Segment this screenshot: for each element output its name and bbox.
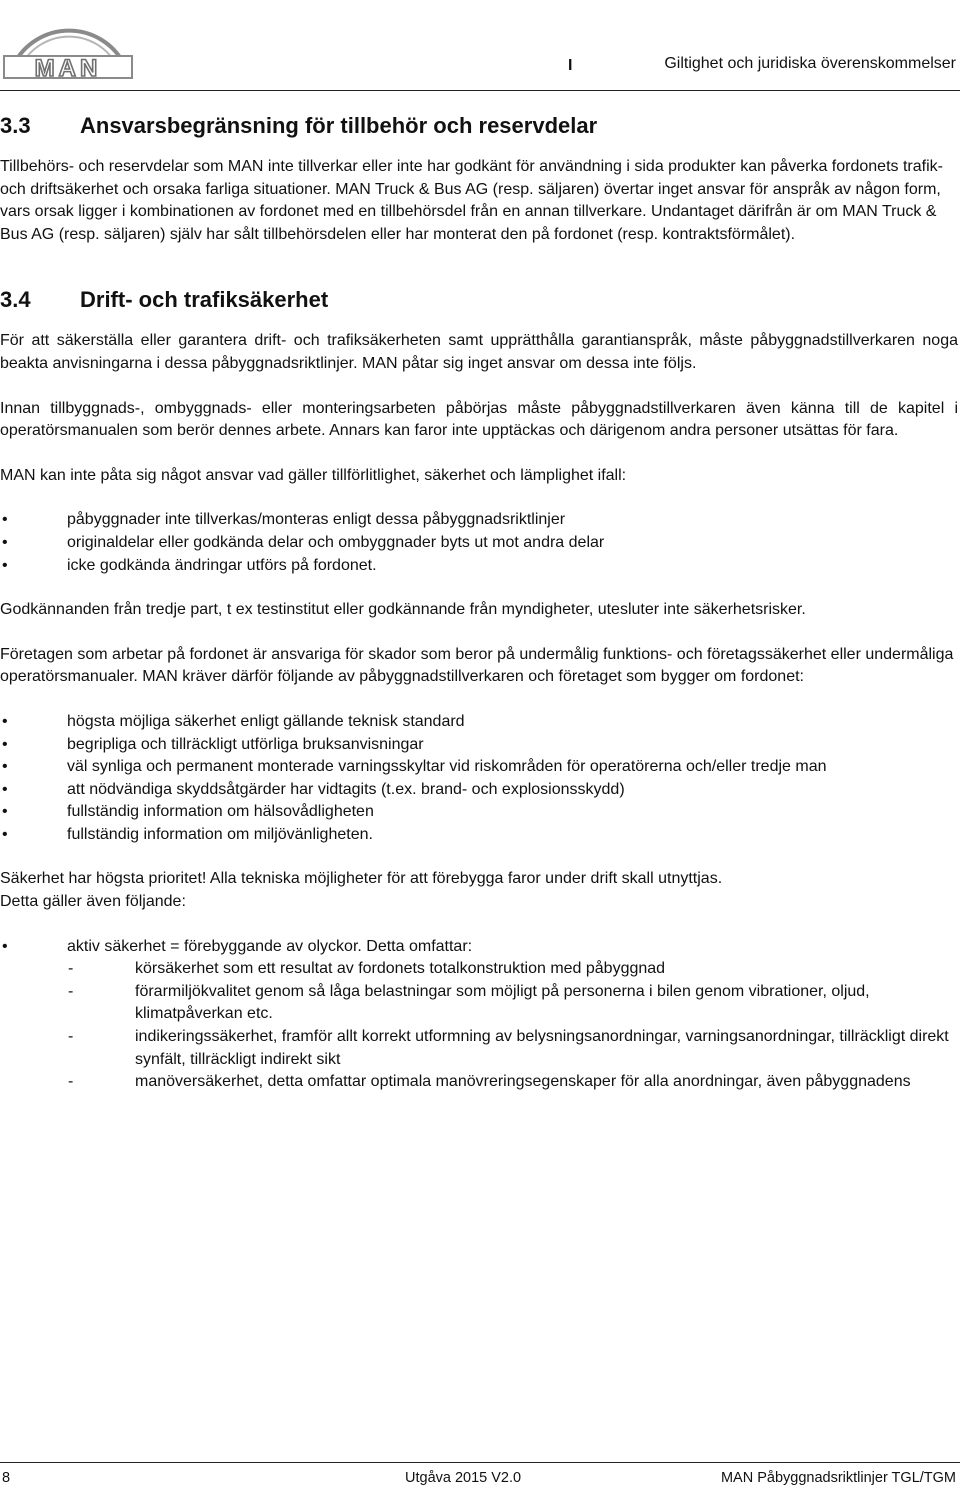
paragraph-safety-intro: För att säkerställa eller garantera drift- och trafiksäkerheten samt upprätthålla garantianspråk, måste påbyggnadstillverkaren noga beakta anvisningarna i dessa påbyggnadsriktlinjer. MAN påtar sig inget ansvar om dessa inte följs. bbox=[0, 332, 958, 372]
list-active-safety bbox=[0, 936, 958, 959]
safety-priority-line: Säkerhet har högsta prioritet! Alla tekniska möjligheter för att förebygga faror under drift skall utnyttjas. bbox=[0, 870, 723, 888]
header-section-title: Giltighet och juridiska överenskommelser bbox=[664, 55, 956, 72]
bullet-marker: • bbox=[2, 937, 8, 955]
list-item bbox=[0, 532, 958, 555]
dash-marker: - bbox=[68, 982, 74, 1000]
footer-divider bbox=[0, 1462, 960, 1463]
paragraph-no-liability: MAN kan inte påta sig något ansvar vad gäller tillförlitlighet, säkerhet och lämplighet ifall: bbox=[0, 466, 627, 484]
list-requirements bbox=[0, 711, 958, 847]
sub-list-item-text: manöversäkerhet, detta omfattar optimala manövreringsegenskaper för alla anordningar, även påbyggnadens bbox=[135, 1073, 911, 1091]
page-number: 8 bbox=[2, 1470, 11, 1486]
bullet-marker: • bbox=[2, 533, 8, 551]
bullet-marker: • bbox=[2, 511, 8, 529]
sub-list-item bbox=[0, 1026, 958, 1071]
list-item bbox=[0, 936, 958, 959]
sublist-active-safety bbox=[0, 958, 958, 1094]
sub-list-item-text: indikeringssäkerhet, framför allt korrekt utformning av belysningsanordningar, varningsanordningar, tillräckligt direkt synfält, tillräckligt indirekt sikt bbox=[135, 1028, 949, 1068]
section-heading-3-4 bbox=[0, 286, 958, 314]
list-item bbox=[0, 734, 958, 757]
section-title: Ansvarsbegränsning för tillbehör och reservdelar bbox=[80, 113, 598, 138]
list-item bbox=[0, 779, 958, 802]
list-item bbox=[0, 824, 958, 847]
bullet-marker: • bbox=[2, 735, 8, 753]
list-item-text: fullständig information om hälsovådligheten bbox=[67, 803, 374, 821]
section-heading-3-3 bbox=[0, 112, 958, 140]
man-logo-icon bbox=[0, 2, 136, 82]
list-item bbox=[0, 801, 958, 824]
dash-marker: - bbox=[68, 960, 74, 978]
list-item-text: högsta möjliga säkerhet enligt gällande teknisk standard bbox=[67, 712, 465, 730]
bullet-marker: • bbox=[2, 825, 8, 843]
safety-applies-line: Detta gäller även följande: bbox=[0, 893, 186, 911]
paragraph-third-party-approvals: Godkännanden från tredje part, t ex testinstitut eller godkännande från myndigheter, utesluter inte säkerhetsrisker. bbox=[0, 601, 806, 619]
list-item bbox=[0, 756, 958, 779]
bullet-marker: • bbox=[2, 712, 8, 730]
page-header bbox=[0, 0, 960, 92]
sub-list-item bbox=[0, 1071, 958, 1094]
list-item-text: att nödvändiga skyddsåtgärder har vidtagits (t.ex. brand- och explosionsskydd) bbox=[67, 780, 625, 798]
edition-label: Utgåva 2015 V2.0 bbox=[405, 1470, 522, 1486]
list-item-text: väl synliga och permanent monterade varningsskyltar vid riskområden för operatörerna och/eller tredje man bbox=[67, 758, 827, 776]
header-divider bbox=[0, 90, 960, 91]
section-number: 3.4 bbox=[0, 287, 31, 313]
list-item bbox=[0, 509, 958, 532]
bullet-marker: • bbox=[2, 556, 8, 574]
list-item-text: påbyggnader inte tillverkas/monteras enligt dessa påbyggnadsriktlinjer bbox=[67, 511, 566, 529]
list-item-text: begripliga och tillräckligt utförliga bruksanvisningar bbox=[67, 735, 424, 753]
list-item-text: fullständig information om miljövänligheten. bbox=[67, 825, 373, 843]
bullet-marker: • bbox=[2, 803, 8, 821]
sub-list-item-text: körsäkerhet som ett resultat av fordonets totalkonstruktion med påbyggnad bbox=[135, 960, 666, 978]
dash-marker: - bbox=[68, 1028, 74, 1046]
list-item-text: icke godkända ändringar utförs på fordonet. bbox=[67, 556, 377, 574]
section-title: Drift- och trafiksäkerhet bbox=[80, 287, 329, 313]
paragraph-safety-priority bbox=[0, 868, 958, 913]
logo-lettering: MAN bbox=[34, 55, 102, 82]
section-number: 3.3 bbox=[0, 113, 31, 138]
list-item-text: aktiv säkerhet = förebyggande av olyckor. Detta omfattar: bbox=[67, 937, 473, 955]
dash-marker: - bbox=[68, 1073, 74, 1091]
list-item bbox=[0, 711, 958, 734]
sub-list-item bbox=[0, 958, 958, 981]
list-item bbox=[0, 555, 958, 578]
bullet-marker: • bbox=[2, 758, 8, 776]
document-title: MAN Påbyggnadsriktlinjer TGL/TGM bbox=[720, 1470, 956, 1486]
sub-list-item bbox=[0, 981, 958, 1026]
list-item-text: originaldelar eller godkända delar och ombyggnader byts ut mot andra delar bbox=[67, 533, 605, 551]
header-separator: I bbox=[568, 57, 573, 74]
list-liability-conditions bbox=[0, 509, 958, 577]
paragraph-accessories-liability: Tillbehörs- och reservdelar som MAN inte tillverkar eller inte har godkänt för användning i sida produkter kan påverka fordonets trafik- och driftsäkerhet och orsaka farliga situationer. MAN Truck & Bus AG (resp. säljaren) övertar inget ansvar för anspråk av någon form, vars orsak ligger i kombinationen av fordonet med en tillbehörsdel från en annan tillverkare. Undantaget därifrån är om MAN Truck & Bus AG (resp. säljaren) själv har sålt tillbehörsdelen eller har monterat den på fordonet (resp. kontraktsförmålet). bbox=[0, 158, 943, 243]
sub-list-item-text: förarmiljökvalitet genom så låga belastningar som möjligt på personerna i bilen genom vibrationer, oljud, klimatpåverkan etc. bbox=[135, 982, 870, 1023]
man-logo bbox=[0, 2, 136, 82]
paragraph-operator-manual: Innan tillbyggnads-, ombyggnads- eller monteringsarbeten påbörjas måste påbyggnadstillverkaren även känna till de kapitel i operatörsmanualen som berör dennes arbete. Annars kan faror inte upptäckas och därigenom andra personer utsättas för fara. bbox=[0, 399, 958, 440]
paragraph-company-responsibility: Företagen som arbetar på fordonet är ansvariga för skador som beror på undermålig funktions- och företagssäkerhet eller undermåliga operatörsmanualer. MAN kräver därför följande av påbyggnadstillverkaren och företaget som bygger om fordonet: bbox=[0, 645, 954, 686]
bullet-marker: • bbox=[2, 780, 8, 798]
page-content bbox=[0, 112, 958, 1094]
